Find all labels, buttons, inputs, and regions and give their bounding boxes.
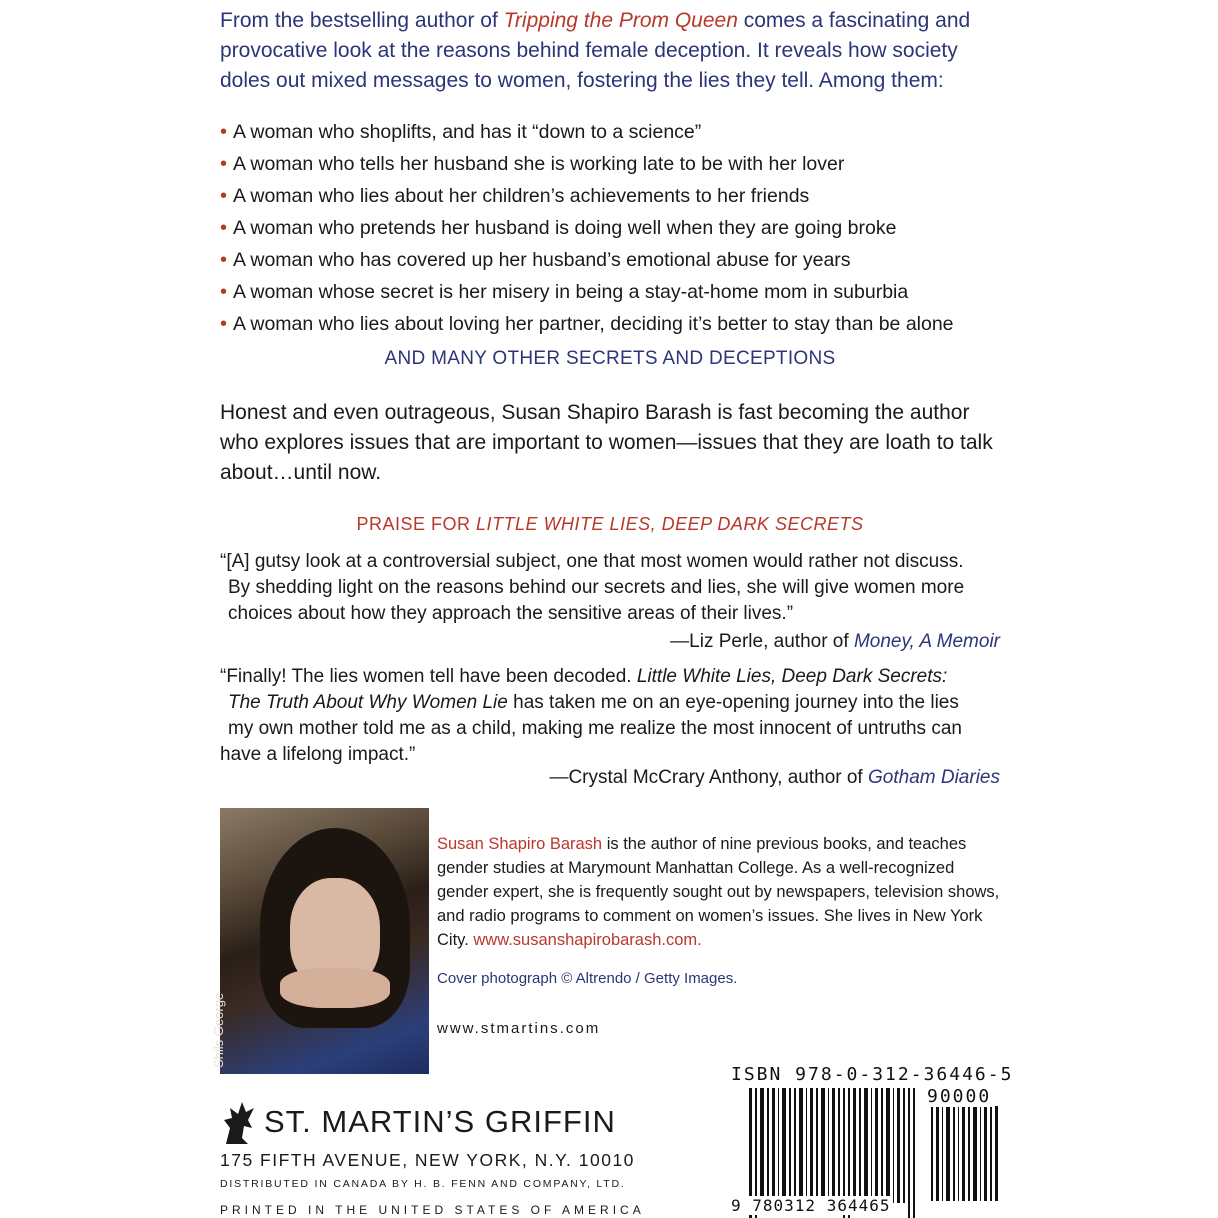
intro-text-start: From the bestselling author of — [220, 9, 504, 32]
author-bio — [437, 832, 1007, 952]
publisher-name: ST. MARTIN’S GRIFFIN — [264, 1104, 616, 1139]
quote-line: “Finally! The lies women tell have been decoded. Little White Lies, Deep Dark Secrets: — [220, 666, 948, 687]
cover-credit: Cover photograph © Altrendo / Getty Images. — [437, 970, 738, 987]
praise-prefix: PRAISE FOR — [356, 514, 477, 534]
intro-paragraph — [220, 6, 1010, 96]
bullet-dot-icon: • — [220, 153, 228, 175]
bullet-dot-icon: • — [220, 185, 228, 207]
isbn-label: ISBN 978-0-312-36446-5 — [731, 1064, 1014, 1085]
photo-credit: Shils George — [211, 992, 226, 1068]
quote-line: “[A] gutsy look at a controversial subject, one that most women would rather not discuss. — [220, 551, 964, 572]
intro-text-end: comes a fascinating and provocative look at the reasons behind female deception. It reveals how society doles out mixed messages to women, fostering the lies they tell. Among them: — [220, 9, 971, 92]
publisher-address: 175 FIFTH AVENUE, NEW YORK, N.Y. 10010 — [220, 1150, 635, 1170]
quote-attribution: —Liz Perle, author of Money, A Memoir — [670, 631, 1000, 652]
author-website-link[interactable]: www.susanshapirobarash.com. — [473, 931, 702, 949]
bullet-dot-icon: • — [220, 313, 228, 335]
quote-line: choices about how they approach the sensitive areas of their lives.” — [228, 603, 794, 624]
list-item: • A woman who lies about her children’s achievements to her friends — [220, 185, 810, 207]
bullet-dot-icon: • — [220, 249, 228, 271]
honest-paragraph: Honest and even outrageous, Susan Shapiro Barash is fast becoming the author who explores issues that are important to women—issues that they are loath to talk about…until now. — [220, 401, 993, 484]
griffin-logo-icon — [220, 1098, 256, 1148]
quote-liz-perle — [220, 549, 1010, 627]
list-item: • A woman who lies about loving her partner, deciding it’s better to stay than be alone — [220, 313, 954, 335]
quote-line: By shedding light on the reasons behind our secrets and lies, she will give women more — [228, 577, 965, 598]
deception-list — [220, 116, 1020, 340]
praise-heading — [220, 514, 1000, 535]
intro-book-title: Tripping the Prom Queen — [503, 9, 738, 32]
author-name: Susan Shapiro Barash — [437, 835, 603, 853]
quote-crystal-anthony — [220, 664, 1010, 768]
list-item: • A woman who shoplifts, and has it “down to a science” — [220, 121, 702, 143]
price-code: 90000 — [927, 1086, 992, 1107]
quote-line: have a lifelong impact.” — [220, 744, 416, 765]
author-photo — [211, 808, 429, 1074]
many-secrets-heading: AND MANY OTHER SECRETS AND DECEPTIONS — [384, 348, 836, 369]
list-item: • A woman who pretends her husband is doing well when they are going broke — [220, 217, 897, 239]
canada-distribution: DISTRIBUTED IN CANADA BY H. B. FENN AND COMPANY, LTD. — [220, 1178, 626, 1190]
list-item: • A woman who has covered up her husband’s emotional abuse for years — [220, 249, 851, 271]
quote-line: The Truth About Why Women Lie has taken me on an eye-opening journey into the lies — [228, 692, 959, 713]
bullet-dot-icon: • — [220, 121, 228, 143]
barcode-number: 9 780312 364465 — [731, 1196, 891, 1215]
bio-text: is the author of nine previous books, and teaches gender studies at Marymount Manhattan College. As a well-recognized gender expert, she is frequently sought out by newspapers, television shows, and radio programs to comment on women’s issues. She lives in New York City. — [437, 835, 1000, 949]
quote-line: my own mother told me as a child, making me realize the most innocent of untruths can — [228, 718, 962, 739]
list-item: • A woman whose secret is her misery in being a stay-at-home mom in suburbia — [220, 281, 909, 303]
list-item: • A woman who tells her husband she is working late to be with her lover — [220, 153, 845, 175]
bullet-dot-icon: • — [220, 217, 228, 239]
quote-attribution: —Crystal McCrary Anthony, author of Gotham Diaries — [549, 767, 1000, 788]
praise-book-title: LITTLE WHITE LIES, DEEP DARK SECRETS — [476, 514, 864, 534]
bullet-dot-icon: • — [220, 281, 228, 303]
publisher-website-link[interactable]: www.stmartins.com — [437, 1020, 601, 1037]
printed-in: PRINTED IN THE UNITED STATES OF AMERICA — [220, 1203, 645, 1217]
